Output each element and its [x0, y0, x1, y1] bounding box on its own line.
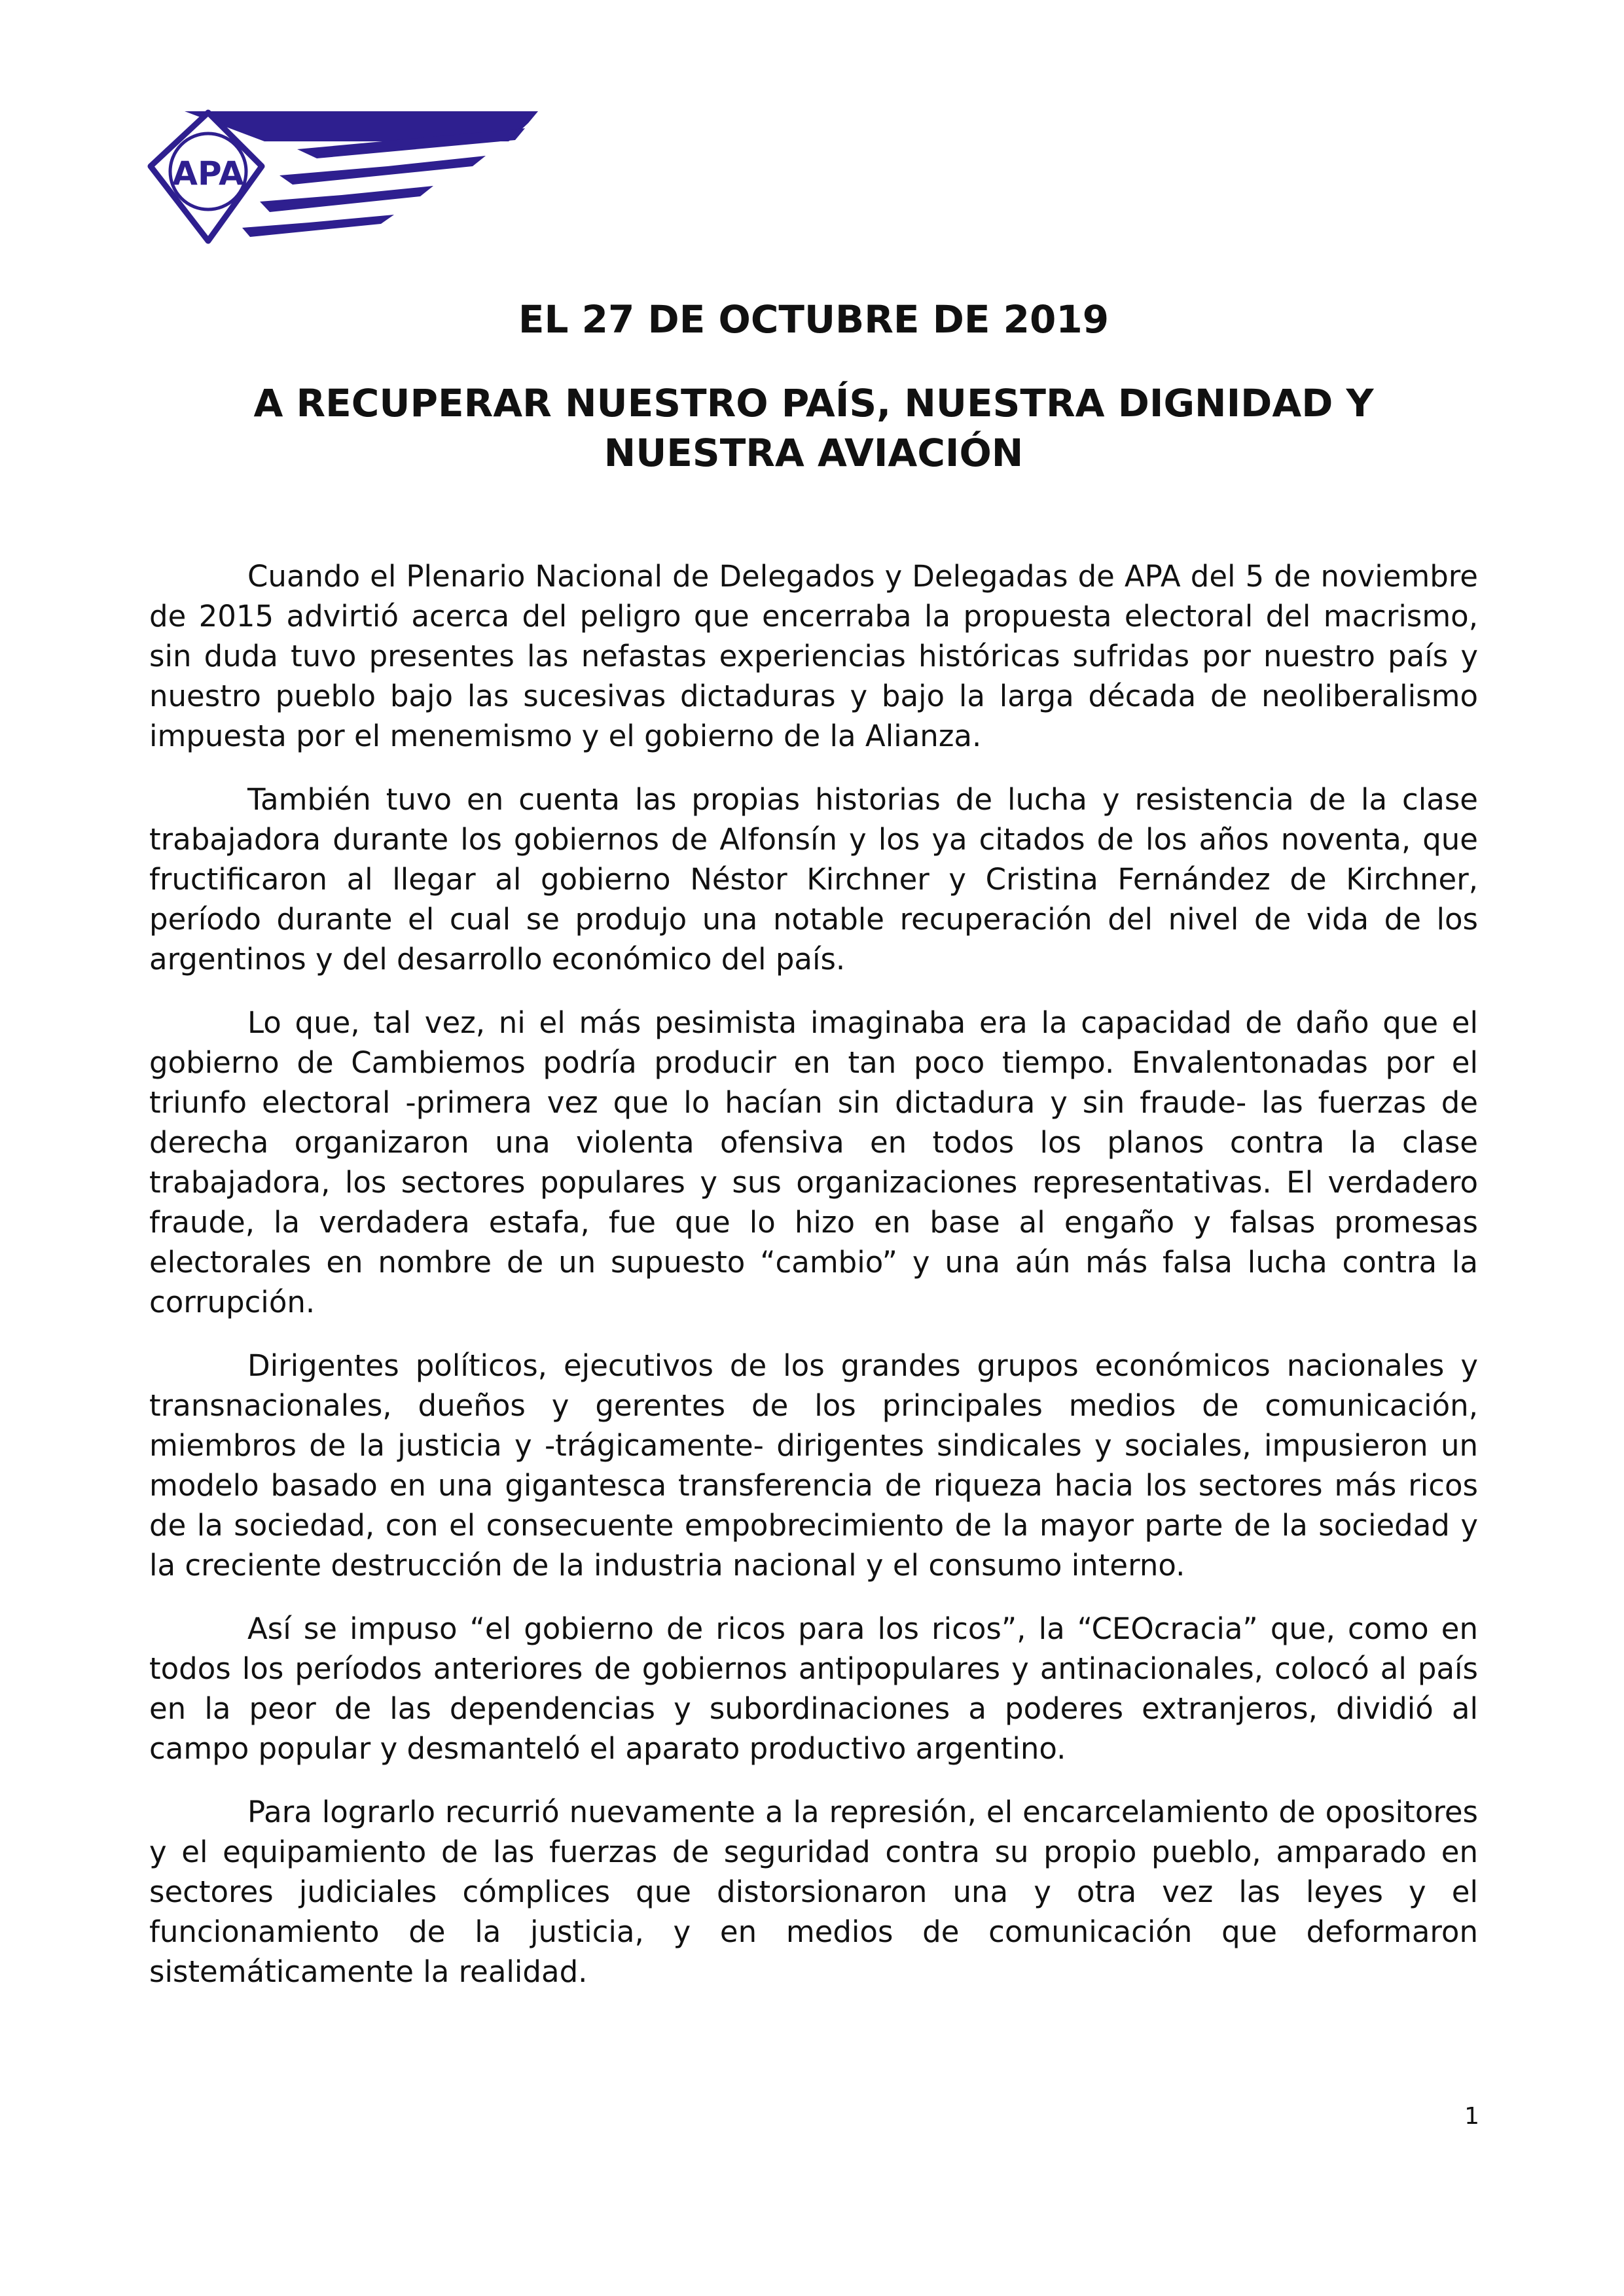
- paragraph-4: Dirigentes políticos, ejecutivos de los grandes grupos económicos nacionales y transnacionales, dueños y gerentes de los principales medios de comunicación, miembros de la justicia y -trágicamente- dirigentes sindicales y sociales, impusieron un modelo basado en una gigantesca transferencia de riqueza hacia los sectores más ricos de la sociedad, con el consecuente empobrecimiento de la mayor parte de la sociedad y la creciente destrucción de la industria nacional y el consumo interno.: [149, 1348, 1478, 1583]
- svg-text:APA: APA: [172, 154, 244, 192]
- page-number: 1: [1464, 2103, 1479, 2130]
- document-title: [149, 295, 1478, 478]
- paragraph-1: Cuando el Plenario Nacional de Delegados y Delegadas de APA del 5 de noviembre de 2015 advirtió acerca del peligro que encerraba la propuesta electoral del macrismo, sin duda tuvo presentes las nefastas experiencias históricas sufridas por nuestro país y nuestro pueblo bajo las sucesivas dictaduras y bajo la larga década de neoliberalismo impuesta por el menemismo y el gobierno de la Alianza.: [149, 559, 1478, 753]
- apa-winged-logo-icon: [145, 103, 545, 247]
- title-subtitle-line-2: NUESTRA AVIACIÓN: [604, 431, 1024, 475]
- paragraph-3: Lo que, tal vez, ni el más pesimista imaginaba era la capacidad de daño que el gobierno de Cambiemos podría producir en tan poco tiempo. Envalentonadas por el triunfo electoral -primera vez que lo hacían sin dictadura y sin fraude- las fuerzas de derecha organizaron una violenta ofensiva en todos los planos contra la clase trabajadora, los sectores populares y sus organizaciones representativas. El verdadero fraude, la verdadera estafa, fue que lo hizo en base al engaño y falsas promesas electorales en nombre de un supuesto “cambio” y una aún más falsa lucha contra la corrupción.: [149, 1005, 1478, 1319]
- title-date: EL 27 DE OCTUBRE DE 2019: [518, 297, 1110, 342]
- apa-logo: [145, 103, 545, 247]
- paragraph-2: También tuvo en cuenta las propias historias de lucha y resistencia de la clase trabajadora durante los gobiernos de Alfonsín y los ya citados de los años noventa, que fructificaron al llegar al gobierno Néstor Kirchner y Cristina Fernández de Kirchner, período durante el cual se produjo una notable recuperación del nivel de vida de los argentinos y del desarrollo económico del país.: [149, 782, 1478, 977]
- document-body: [149, 556, 1478, 2015]
- paragraph-6: Para lograrlo recurrió nuevamente a la represión, el encarcelamiento de opositores y el equipamiento de las fuerzas de seguridad contra su propio pueblo, amparado en sectores judiciales cómplices que distorsionaron una y otra vez las leyes y el funcionamiento de la justicia, y en medios de comunicación que deformaron sistemáticamente la realidad.: [149, 1795, 1478, 1989]
- paragraph-5: Así se impuso “el gobierno de ricos para los ricos”, la “CEOcracia” que, como en todos los períodos anteriores de gobiernos antipopulares y antinacionales, colocó al país en la peor de las dependencias y subordinaciones a poderes extranjeros, dividió al campo popular y desmanteló el aparato productivo argentino.: [149, 1611, 1478, 1766]
- title-subtitle-line-1: A RECUPERAR NUESTRO PAÍS, NUESTRA DIGNIDAD Y: [253, 381, 1374, 425]
